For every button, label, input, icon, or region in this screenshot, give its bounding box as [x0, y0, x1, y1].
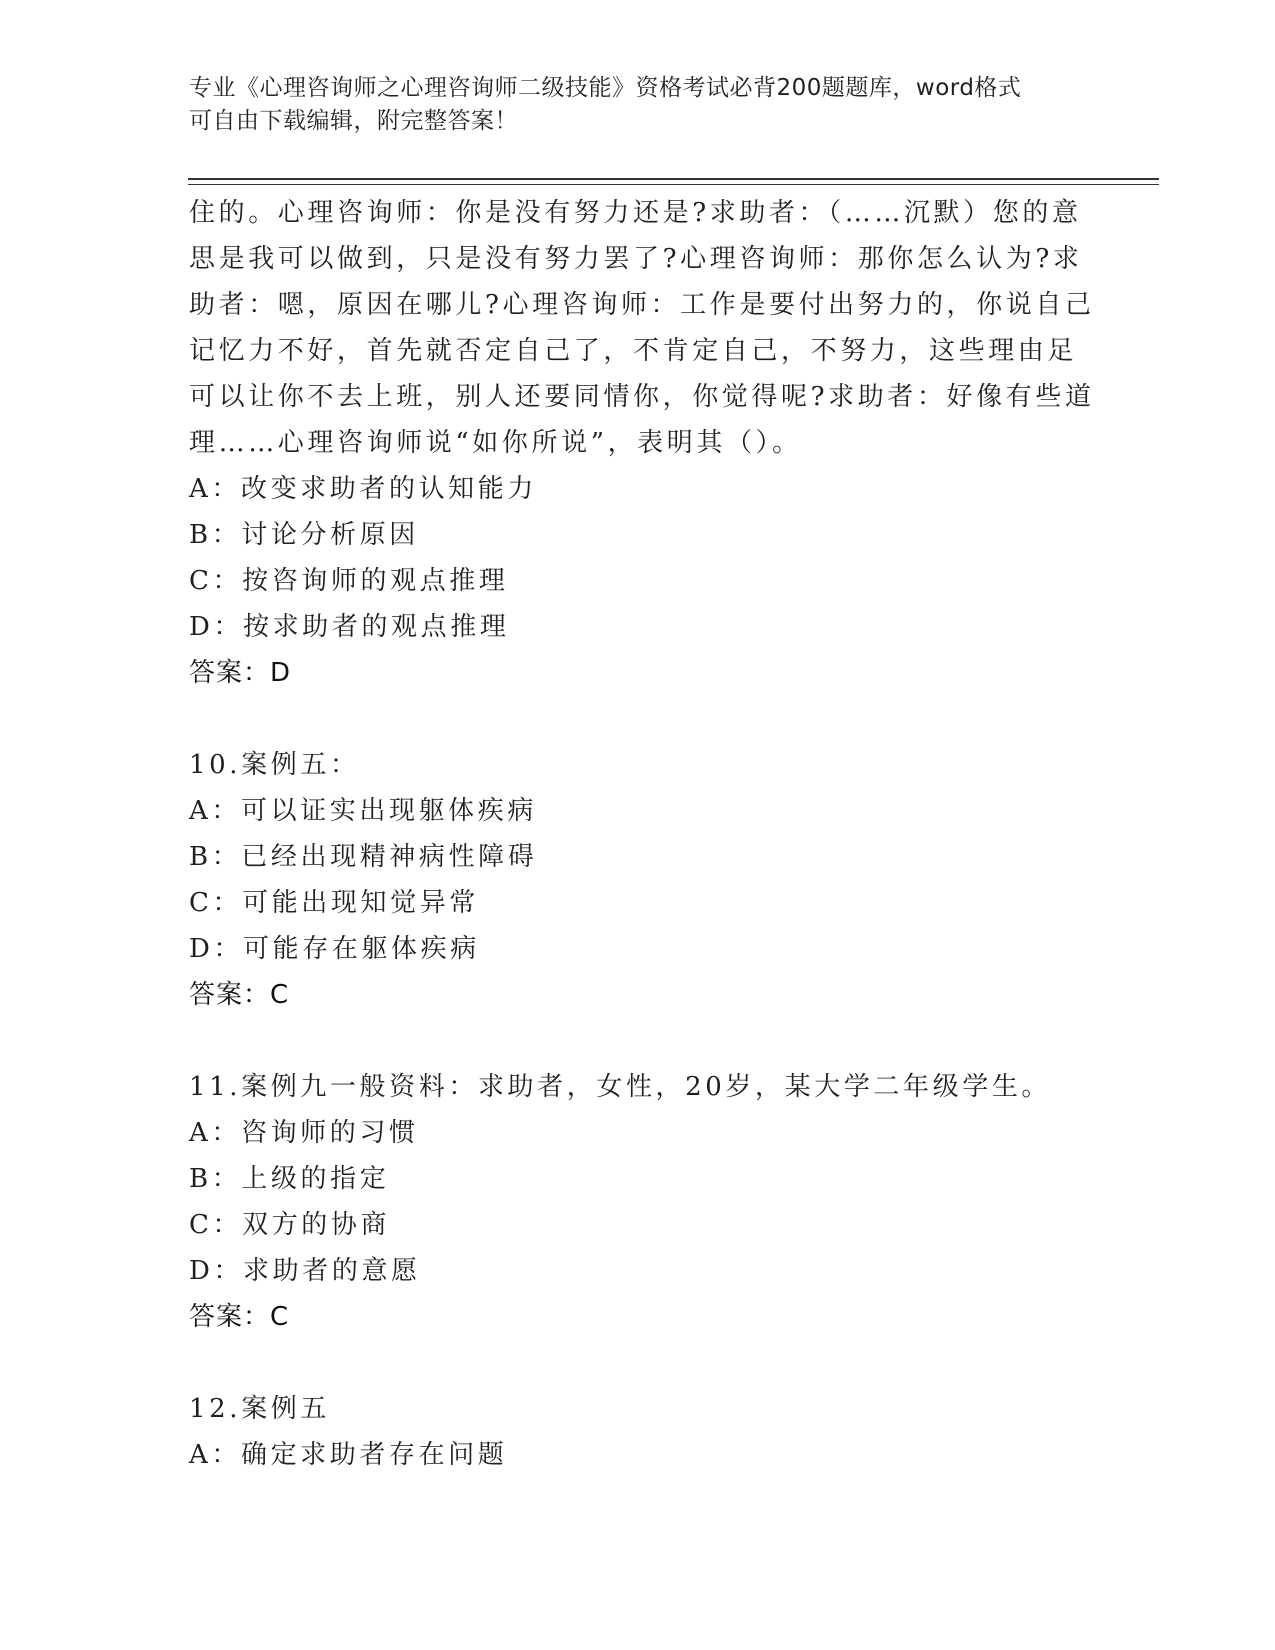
option-c: C：双方的协商 [189, 1210, 391, 1240]
option-a: A：咨询师的习惯 [189, 1118, 419, 1148]
option-c: C：按咨询师的观点推理 [189, 566, 509, 596]
question-stem-line: 住的。心理咨询师：你是没有努力还是?求助者：（……沉默）您的意 [189, 198, 1082, 228]
option-d: D：求助者的意愿 [189, 1256, 421, 1286]
question-stem-line: 思是我可以做到，只是没有努力罢了?心理咨询师：那你怎么认为?求 [189, 244, 1083, 274]
question-stem-line: 理……心理咨询师说“如你所说”，表明其（）。 [189, 428, 802, 458]
question-10 [189, 742, 1094, 1018]
question-stem-line: 可以让你不去上班，别人还要同情你，你觉得呢?求助者：好像有些道 [189, 382, 1095, 412]
answer-line: 答案：D [189, 658, 292, 688]
option-d: D：按求助者的观点推理 [189, 612, 510, 642]
option-a: A：改变求助者的认知能力 [189, 474, 537, 504]
question-stem: 12.案例五 [189, 1394, 330, 1424]
option-b: B：上级的指定 [189, 1164, 390, 1194]
option-b: B：已经出现精神病性障碍 [189, 842, 538, 872]
question-11 [189, 1064, 1094, 1340]
option-a: A：可以证实出现躯体疾病 [189, 796, 537, 826]
header-divider-thin [188, 184, 1159, 185]
question-12 [189, 1386, 1094, 1478]
header-divider-thick [188, 178, 1159, 180]
answer-line: 答案：C [189, 980, 290, 1010]
document-header [189, 72, 1089, 138]
header-line-2: 可自由下载编辑，附完整答案！ [189, 108, 518, 134]
spacer [189, 1340, 1094, 1386]
question-9 [189, 190, 1094, 696]
question-stem-line: 助者：嗯，原因在哪儿?心理咨询师：工作是要付出努力的，你说自己 [189, 290, 1095, 320]
option-d: D：可能存在躯体疾病 [189, 934, 480, 964]
answer-line: 答案：C [189, 1302, 290, 1332]
question-stem: 11.案例九一般资料：求助者，女性，20岁，某大学二年级学生。 [189, 1072, 1052, 1102]
question-stem-line: 记忆力不好，首先就否定自己了，不肯定自己，不努力，这些理由足 [189, 336, 1078, 366]
spacer [189, 696, 1094, 742]
option-b: B：讨论分析原因 [189, 520, 419, 550]
option-a: A：确定求助者存在问题 [189, 1440, 508, 1470]
option-c: C：可能出现知觉异常 [189, 888, 479, 918]
question-stem: 10.案例五： [189, 750, 360, 780]
header-line-1: 专业《心理咨询师之心理咨询师二级技能》资格考试必背200题题库，word格式 [189, 75, 1022, 101]
document-body [189, 190, 1094, 1478]
spacer [189, 1018, 1094, 1064]
